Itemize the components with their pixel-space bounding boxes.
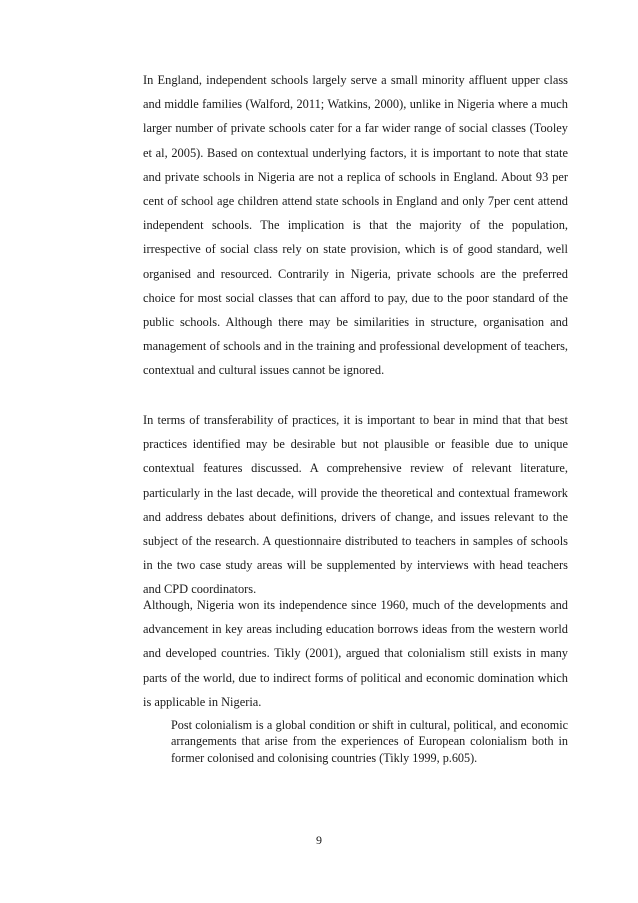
page-number: 9 xyxy=(316,833,322,847)
block-quote: Post colonialism is a global condition or shift in cultural, political, and economic arrangements that arise from the experiences of European colonialism both in former colonised and colonising countries (Tikly 1999, p.605). xyxy=(171,718,568,765)
paragraph-transferability: In terms of transferability of practices, it is important to bear in mind that that best practices identified may be desirable but not plausible or feasible due to unique contextual features discussed. A comprehensive review of relevant literature, particularly in the last decade, will provide the theoretical and contextual framework and address debates about definitions, drivers of change, and issues relevant to the subject of the research. A questionnaire distributed to teachers in samples of schools in the two case study areas will be supplemented by interviews with head teachers and CPD coordinators. xyxy=(143,413,568,597)
paragraph-nigeria-independence: Although, Nigeria won its independence since 1960, much of the developments and advancement in key areas including education borrows ideas from the western world and developed countries. Tikly (2001), argued that colonialism still exists in many parts of the world, due to indirect forms of political and economic domination which is applicable in Nigeria. xyxy=(143,598,568,709)
paragraph-england-schools: In England, independent schools largely serve a small minority affluent upper class and middle families (Walford, 2011; Watkins, 2000), unlike in Nigeria where a much larger number of private schools cater for a far wider range of social classes (Tooley et al, 2005). Based on contextual underlying factors, it is important to note that state and private schools in Nigeria are not a replica of schools in England. About 93 per cent of school age children attend state schools in England and only 7per cent attend independent schools. The implication is that the majority of the population, irrespective of social class rely on state provision, which is of good standard, well organised and resourced. Contrarily in Nigeria, private schools are the preferred choice for most social classes that can afford to pay, due to the poor standard of the public schools. Although there may be similarities in structure, organisation and management of schools and in the training and professional development of teachers, contextual and cultural issues cannot be ignored. xyxy=(143,73,568,378)
